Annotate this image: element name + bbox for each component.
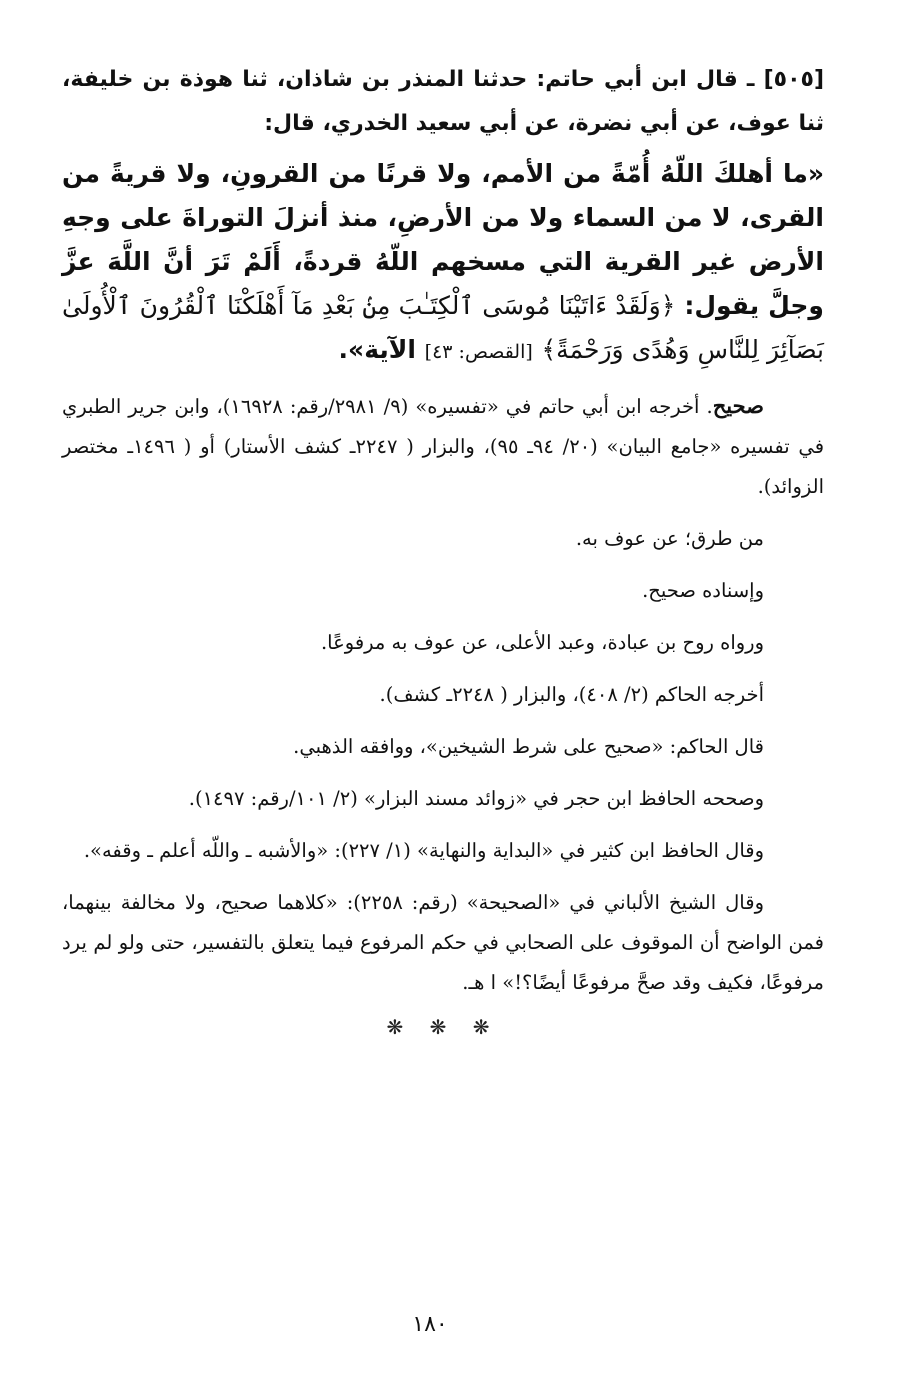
commentary-line-6: وصححه الحافظ ابن حجر في «زوائد مسند البزار» (٢/ ١٠١/رقم: ١٤٩٧). xyxy=(188,787,764,810)
quran-verse: ﴿وَلَقَدْ ءَاتَيْنَا مُوسَى ٱلْكِتَـٰبَ مِنۢ بَعْدِ مَآ أَهْلَكْنَا ٱلْقُرُونَ ٱلْأُولَىٰ بَصَآئِرَ لِلنَّاسِ وَهُدًى وَرَحْمَةً﴾ xyxy=(62,291,824,364)
grade-label: صحيح xyxy=(712,393,764,418)
hadith-text xyxy=(62,152,824,374)
verse-citation: [القصص: ٤٣] xyxy=(424,341,533,363)
commentary-line-8: وقال الشيخ الألباني في «الصحيحة» (رقم: ٢٢٥٨): «كلاهما صحيح، ولا مخالفة بينهما، فمن الواضح أن الموقوف على الصحابي في حكم المرفوع فيما يتعلق بالتفسير، حتى ولو لم يرد مرفوعًا، فكيف وقد صحَّ مرفوعًا أيضًا؟!» ا هـ. xyxy=(62,891,824,994)
hadith-tail: الآية». xyxy=(338,335,416,364)
page-number: ١٨٠ xyxy=(412,1312,448,1337)
hadith-heading: [٥٠٥] ـ قال ابن أبي حاتم: حدثنا المنذر بن شاذان، ثنا هوذة بن خليفة، ثنا عوف، عن أبي نضرة، عن أبي سعيد الخدري، قال: xyxy=(62,67,824,136)
takhrij-paragraph xyxy=(62,386,824,507)
commentary-line-2: وإسناده صحيح. xyxy=(642,579,764,602)
page-content xyxy=(62,58,824,1039)
section-separator: ❋ ❋ ❋ xyxy=(386,1015,500,1039)
commentary-line-1: من طرق؛ عن عوف به. xyxy=(575,527,764,550)
commentary-line-4: أخرجه الحاكم (٢/ ٤٠٨)، والبزار ( ٢٢٤٨ـ كشف). xyxy=(379,683,764,706)
commentary-line-7: وقال الحافظ ابن كثير في «البداية والنهاية» (١/ ٢٢٧): «والأشبه ـ واللّه أعلم ـ وقفه». xyxy=(83,839,764,862)
commentary-line-3: ورواه روح بن عبادة، وعبد الأعلى، عن عوف به مرفوعًا. xyxy=(320,631,764,654)
takhrij-text: . أخرجه ابن أبي حاتم في «تفسيره» (٩/ ٢٩٨١/رقم: ١٦٩٢٨)، وابن جرير الطبري في تفسيره «جامع البيان» (٢٠/ ٩٤ـ ٩٥)، والبزار ( ٢٢٤٧ـ كشف الأستار) أو ( ١٤٩٦ـ مختصر الزوائد). xyxy=(62,395,825,498)
hadith-body: «ما أهلكَ اللّهُ أُمّةً من الأمم، ولا قرنًا من القرونِ، ولا قريةً من القرى، لا من السماء ولا من الأرضِ، منذ أنزلَ التوراةَ على وجهِ الأرض غير القرية التي مسخهم اللّهُ قردةً، أَلَمْ تَرَ أنَّ اللَّهَ عزَّ وجلَّ يقول: xyxy=(62,159,824,320)
commentary-line-5: قال الحاكم: «صحيح على شرط الشيخين»، ووافقه الذهبي. xyxy=(293,735,764,758)
